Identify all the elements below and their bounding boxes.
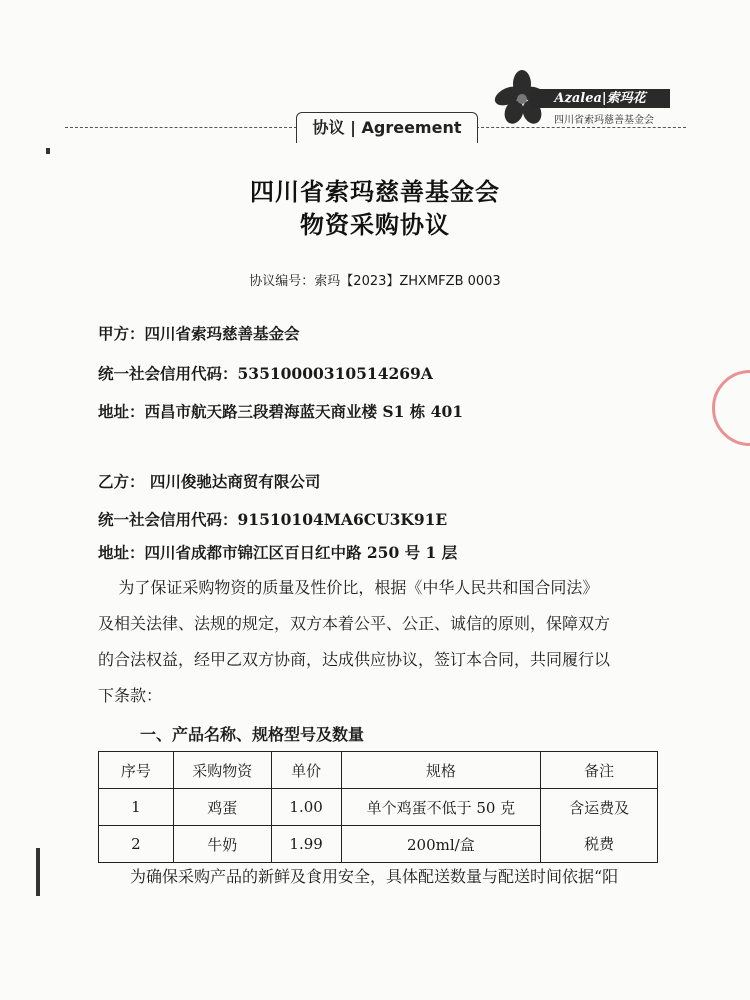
party-a-address: 地址：西昌市航天路三段碧海蓝天商业楼 S1 栋 401	[98, 402, 464, 421]
product-table	[98, 751, 658, 863]
intro-line: 为了保证采购物资的质量及性价比，根据《中华人民共和国合同法》	[98, 578, 599, 597]
agreement-number: 协议编号：索玛【2023】ZHXMFZB 0003	[249, 274, 501, 289]
table-cell: 1	[99, 789, 174, 826]
table-header-cell: 序号	[99, 752, 174, 789]
table-cell: 单个鸡蛋不低于 50 克	[341, 789, 541, 826]
document-title: 四川省索玛慈善基金会	[250, 178, 500, 206]
party-b-name: 乙方： 四川俊驰达商贸有限公司	[98, 472, 321, 491]
remark-cell	[541, 789, 658, 863]
intro-line: 下条款：	[98, 686, 163, 705]
header-tab	[296, 112, 478, 143]
logo-subtitle: 四川省索玛慈善基金会	[554, 115, 654, 126]
header-tab-label: 协议 | Agreement	[312, 118, 462, 137]
remark-line: 含运费及	[569, 798, 630, 817]
table-header-cell: 单价	[271, 752, 341, 789]
table-header-row	[99, 752, 658, 789]
red-seal-stamp	[712, 370, 750, 446]
table-header-cell: 备注	[541, 752, 658, 789]
table-row	[99, 789, 658, 826]
intro-line: 的合法权益，经甲乙双方协商，达成供应协议，签订本合同，共同履行以	[98, 650, 611, 669]
intro-line: 及相关法律、法规的规定，双方本着公平、公正、诚信的原则，保障双方	[98, 614, 611, 633]
table-cell: 1.99	[271, 826, 341, 863]
header-rule-left	[65, 127, 297, 128]
party-a-credit-code: 统一社会信用代码：53510000310514269A	[98, 364, 433, 383]
azalea-logo	[492, 66, 672, 130]
table-header-cell: 规格	[341, 752, 541, 789]
party-b-address: 地址：四川省成都市锦江区百日红中路 250 号 1 层	[98, 543, 458, 562]
scan-mark	[46, 148, 50, 154]
table-cell: 1.00	[271, 789, 341, 826]
document-subtitle: 物资采购协议	[300, 211, 450, 239]
section-heading: 一、产品名称、规格型号及数量	[140, 725, 365, 744]
logo-wordmark: Azalea|索玛花	[530, 89, 670, 108]
table-cell: 200ml/盒	[341, 826, 541, 863]
table-header-cell: 采购物资	[173, 752, 271, 789]
intro-paragraph	[98, 570, 658, 714]
table-cell: 2	[99, 826, 174, 863]
scan-mark	[36, 848, 40, 896]
table-cell: 鸡蛋	[173, 789, 271, 826]
party-b-credit-code: 统一社会信用代码：91510104MA6CU3K91E	[98, 510, 448, 529]
footer-paragraph: 为确保采购产品的新鲜及食用安全，具体配送数量与配送时间依据“阳	[130, 867, 619, 886]
party-a-name: 甲方：四川省索玛慈善基金会	[98, 324, 300, 343]
table-cell: 牛奶	[173, 826, 271, 863]
remark-line: 税费	[584, 834, 615, 853]
